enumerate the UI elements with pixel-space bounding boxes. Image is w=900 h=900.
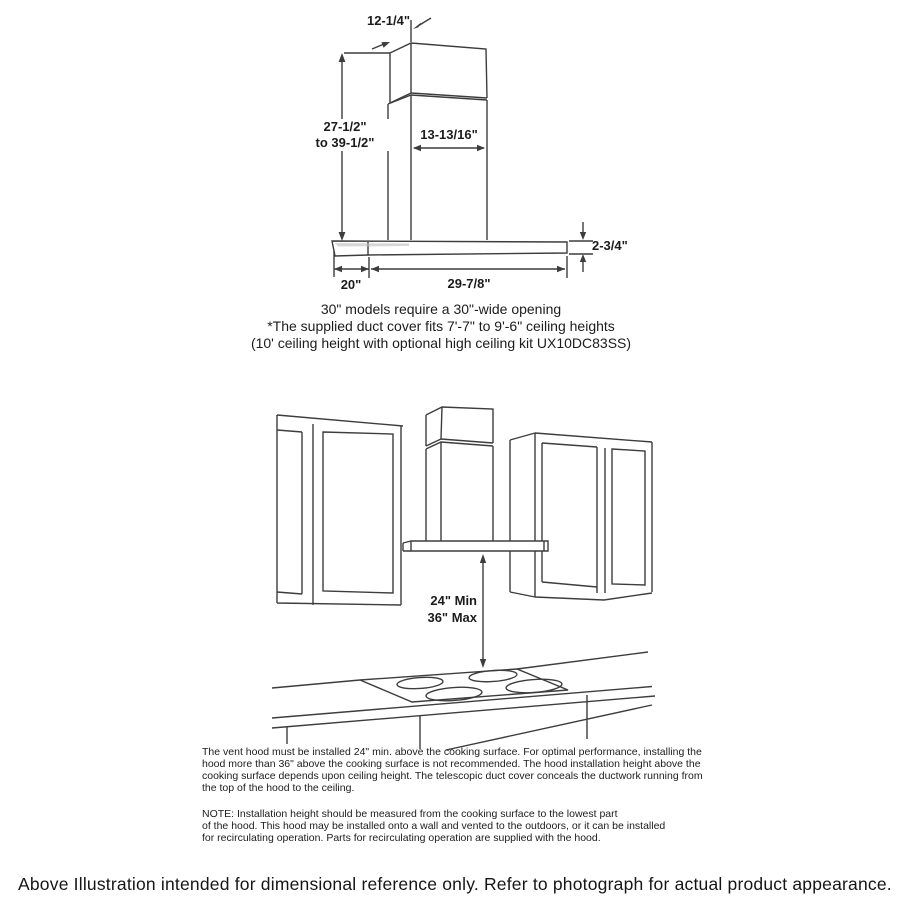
canopy-height-arrows (569, 222, 593, 272)
right-cabinets (510, 433, 652, 600)
installation-paragraph-line: cooking surface depends upon ceiling height. The telescopic duct cover conceals the ductwork running from (202, 769, 703, 782)
duct-width-arrow (413, 145, 485, 151)
height-range-line1: 27-1/2" (323, 119, 367, 134)
duct-width-label: 13-13/16" (420, 127, 478, 142)
model-notes (41, 301, 841, 352)
canopy-depth-label: 20" (340, 277, 362, 292)
canopy-width-arrow (371, 256, 567, 278)
clearance-dimension-arrow (480, 554, 486, 668)
installation-paragraph-line: The vent hood must be installed 24" min. above the cooking surface. For optimal performance, installing the (202, 746, 702, 758)
clearance-min: 24" Min (430, 593, 477, 608)
scene-duct (426, 407, 493, 541)
duct-depth-label: 12-1/4" (366, 13, 410, 28)
model-note-line2: *The supplied duct cover fits 7'-7" to 9'-6" ceiling heights (267, 318, 615, 334)
duct-lower-section (388, 95, 487, 240)
installation-paragraph-line: hood more than 36" above the cooking surface is not recommended. The hood installation height above the (202, 757, 701, 770)
installation-paragraph (202, 747, 703, 795)
note-paragraph-line: of the hood. This hood may be installed onto a wall and vented to the outdoors, or it can be installed (202, 819, 666, 832)
duct-upper-section (390, 43, 487, 103)
note-paragraph-line: for recirculating operation. Parts for recirculating operation are supplied with the hood. (202, 831, 601, 844)
bottom-diagram-scene (272, 407, 655, 750)
canopy-height-label: 2-3/4" (592, 238, 628, 253)
installation-paragraph-line: the top of the hood to the ceiling. (202, 781, 355, 794)
model-note-line3: (10' ceiling height with optional high ceiling kit UX10DC83SS) (250, 335, 632, 351)
disclaimer-text: Above Illustration intended for dimensional reference only. Refer to photograph for actual product appearance. (18, 874, 892, 894)
countertop (272, 652, 655, 750)
height-range-line2: to 39-1/2" (315, 135, 375, 150)
height-range-label (288, 119, 402, 151)
model-note-line1: 30" models require a 30"-wide opening (320, 301, 562, 317)
scene-canopy (403, 541, 548, 551)
cooktop-surface (360, 669, 568, 702)
clearance-max: 36" Max (427, 610, 477, 625)
left-cabinets (277, 415, 403, 605)
clearance-label (385, 592, 477, 626)
note-paragraph (202, 809, 665, 845)
canopy-width-label: 29-7/8" (447, 276, 491, 291)
note-paragraph-line: NOTE: Installation height should be measured from the cooking surface to the lowest part (202, 808, 618, 820)
